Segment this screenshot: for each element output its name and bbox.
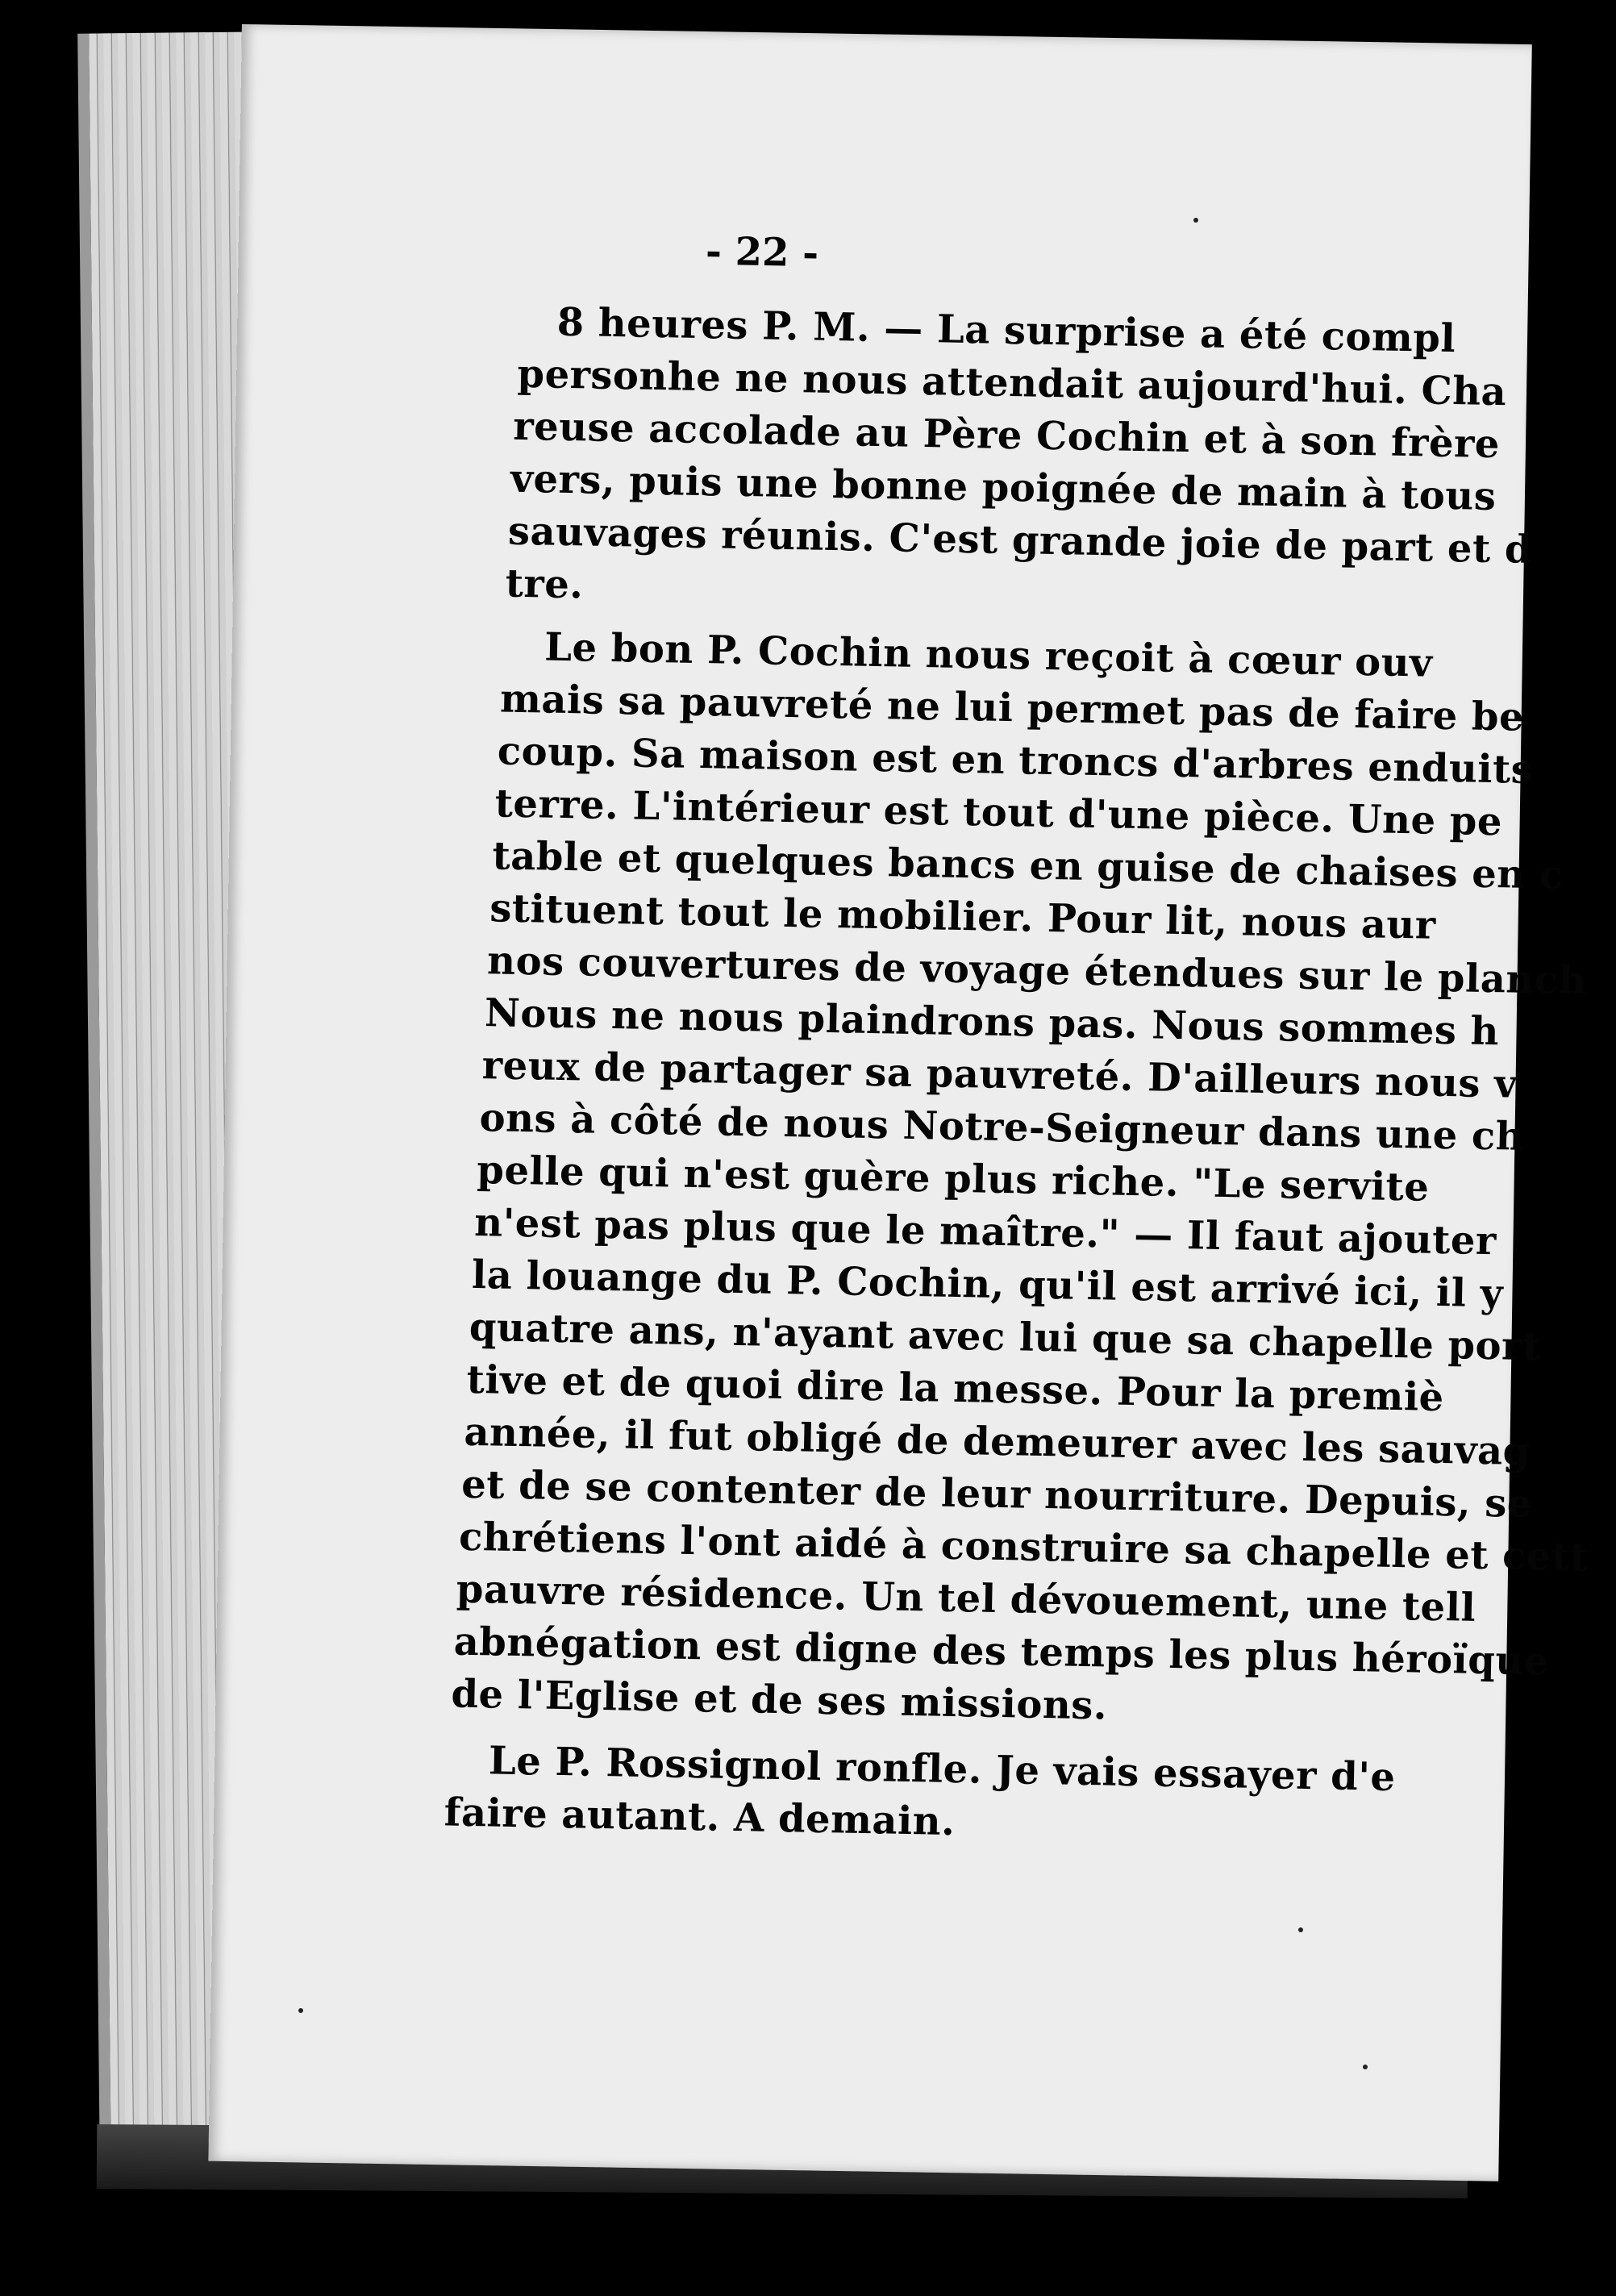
- text-line: reux de partager sa pauvreté. D'ailleurs nous v: [481, 1043, 1518, 1107]
- scan-speck: [1193, 218, 1198, 223]
- text-line: stituent tout le mobilier. Pour lit, nous aur: [489, 885, 1437, 948]
- text-line: de l'Eglise et de ses missions.: [451, 1671, 1108, 1729]
- text-line: et de se contenter de leur nourriture. Depuis, se: [460, 1461, 1533, 1527]
- text-line: nos couvertures de voyage étendues sur le planch: [486, 938, 1588, 1004]
- text-line: la louange du P. Cochin, qu'il est arrivé ici, il y: [471, 1252, 1504, 1317]
- text-line: vers, puis une bonne poignée de main à tous: [510, 456, 1497, 520]
- scan-speck: [298, 2008, 303, 2013]
- text-line: chrétiens l'ont aidé à construire sa chapelle et cett: [458, 1514, 1589, 1581]
- text-line: pelle qui n'est guère plus riche. "Le servite: [476, 1148, 1430, 1211]
- text-line: reuse accolade au Père Cochin et à son frère: [512, 403, 1501, 468]
- text-line: 8 heures P. M. — La surprise a été compl: [556, 299, 1456, 362]
- text-line: abnégation est digne des temps les plus héroïque: [453, 1619, 1550, 1685]
- text-line: Le P. Rossignol ronfle. Je vais essayer d'e: [488, 1738, 1396, 1801]
- text-line: n'est pas plus que le maître." — Il faut ajouter: [473, 1199, 1497, 1265]
- page-body-text: [224, 0, 1589, 2293]
- text-line: Le bon P. Cochin nous reçoit à cœur ouv: [544, 624, 1433, 686]
- text-line: table et quelques bancs en guise de chaises en c: [492, 833, 1564, 898]
- scan-speck: [1298, 1927, 1303, 1932]
- text-line: terre. L'intérieur est tout d'une pièce. Une pe: [494, 781, 1503, 845]
- text-line: Nous ne nous plaindrons pas. Nous sommes h: [484, 990, 1500, 1055]
- text-line: sauvages réunis. C'est grande joie de part et d: [507, 508, 1533, 573]
- text-line: quatre ans, n'ayant avec lui que sa chapelle port: [469, 1304, 1542, 1370]
- text-line: personhe ne nous attendait aujourd'hui. Cha: [517, 351, 1507, 415]
- text-line: tre.: [505, 560, 585, 608]
- text-line: pauvre résidence. Un tel dévouement, une tell: [456, 1566, 1476, 1631]
- page-number: - 22 -: [705, 228, 819, 277]
- text-line: année, il fut obligé de demeurer avec les sauvag: [463, 1409, 1531, 1475]
- text-line: coup. Sa maison est en troncs d'arbres enduits: [497, 728, 1534, 793]
- text-line: mais sa pauvreté ne lui permet pas de faire be: [499, 676, 1525, 740]
- text-line: tive et de quoi dire la messe. Pour la premiè: [466, 1356, 1445, 1421]
- text-line: faire autant. A demain.: [444, 1790, 956, 1845]
- text-line: ons à côté de nous Notre-Seigneur dans une ch: [479, 1095, 1525, 1160]
- scan-speck: [1363, 2065, 1368, 2069]
